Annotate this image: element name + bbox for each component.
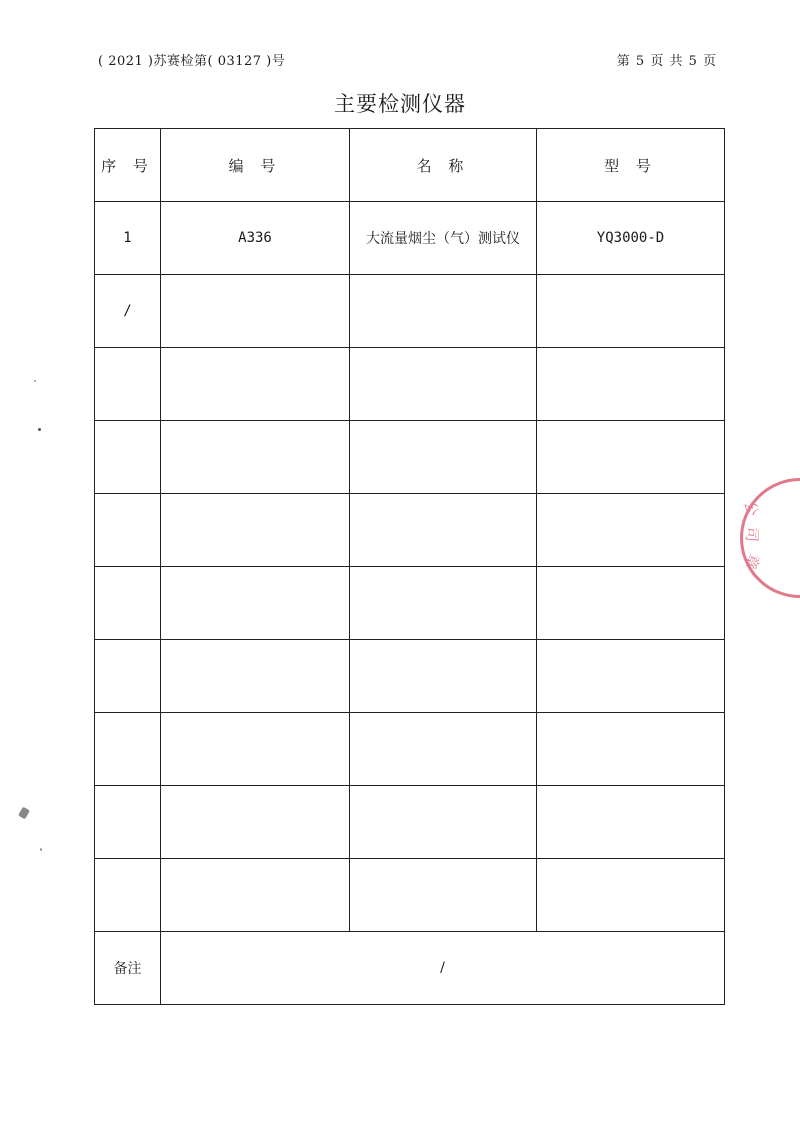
scan-speck [40, 848, 42, 851]
cell-index [95, 713, 161, 786]
cell-index [95, 859, 161, 932]
cell-model [537, 640, 725, 713]
cell-code [161, 713, 350, 786]
table-row [95, 202, 725, 275]
page-indicator: 第 5 页 共 5 页 [616, 54, 717, 69]
cell-code [161, 859, 350, 932]
scan-speck [38, 428, 41, 431]
cell-name [350, 859, 537, 932]
scan-speck [18, 807, 30, 820]
seal-char: 章 [741, 551, 764, 572]
cell-index [95, 786, 161, 859]
cell-name [350, 494, 537, 567]
cell-name [350, 567, 537, 640]
cell-index [95, 494, 161, 567]
cell-model [537, 567, 725, 640]
cell-model [537, 713, 725, 786]
remark-value: / [161, 932, 725, 1005]
column-header-code: 编 号 [161, 129, 350, 202]
cell-index [95, 421, 161, 494]
cell-code [161, 348, 350, 421]
cell-code [161, 494, 350, 567]
cell-name [350, 640, 537, 713]
cell-index [95, 348, 161, 421]
cell-model [537, 421, 725, 494]
table-row [95, 859, 725, 932]
instrument-table [94, 128, 725, 1005]
cell-name [350, 421, 537, 494]
table-row [95, 421, 725, 494]
cell-name [350, 786, 537, 859]
cell-model [537, 859, 725, 932]
cell-model [537, 786, 725, 859]
cell-code [161, 567, 350, 640]
cell-index: / [95, 275, 161, 348]
table-header-row [95, 129, 725, 202]
cell-model [537, 275, 725, 348]
cell-index [95, 640, 161, 713]
cell-name [350, 275, 537, 348]
page-title: 主要检测仪器 [334, 92, 466, 116]
table-row [95, 494, 725, 567]
cell-code [161, 786, 350, 859]
table-row [95, 786, 725, 859]
cell-model [537, 494, 725, 567]
table-row [95, 567, 725, 640]
scan-speck [34, 380, 36, 382]
cell-code [161, 275, 350, 348]
cell-index: 1 [95, 202, 161, 275]
cell-code [161, 640, 350, 713]
column-header-name: 名 称 [350, 129, 537, 202]
cell-index [95, 567, 161, 640]
remark-label: 备注 [95, 932, 161, 1005]
table-row [95, 348, 725, 421]
cell-model: YQ3000-D [537, 202, 725, 275]
cell-name [350, 713, 537, 786]
cell-code [161, 421, 350, 494]
seal-char: 公 [740, 499, 762, 518]
column-header-model: 型 号 [537, 129, 725, 202]
table-row [95, 640, 725, 713]
cell-name: 大流量烟尘（气）测试仪 [350, 202, 537, 275]
report-number: ( 2021 )苏赛检第( 03127 )号 [98, 54, 286, 69]
table-row [95, 275, 725, 348]
table-row [95, 713, 725, 786]
column-header-index: 序 号 [95, 129, 161, 202]
cell-model [537, 348, 725, 421]
cell-code: A336 [161, 202, 350, 275]
cell-name [350, 348, 537, 421]
seal-char: 司 [742, 526, 762, 543]
remark-row [95, 932, 725, 1005]
